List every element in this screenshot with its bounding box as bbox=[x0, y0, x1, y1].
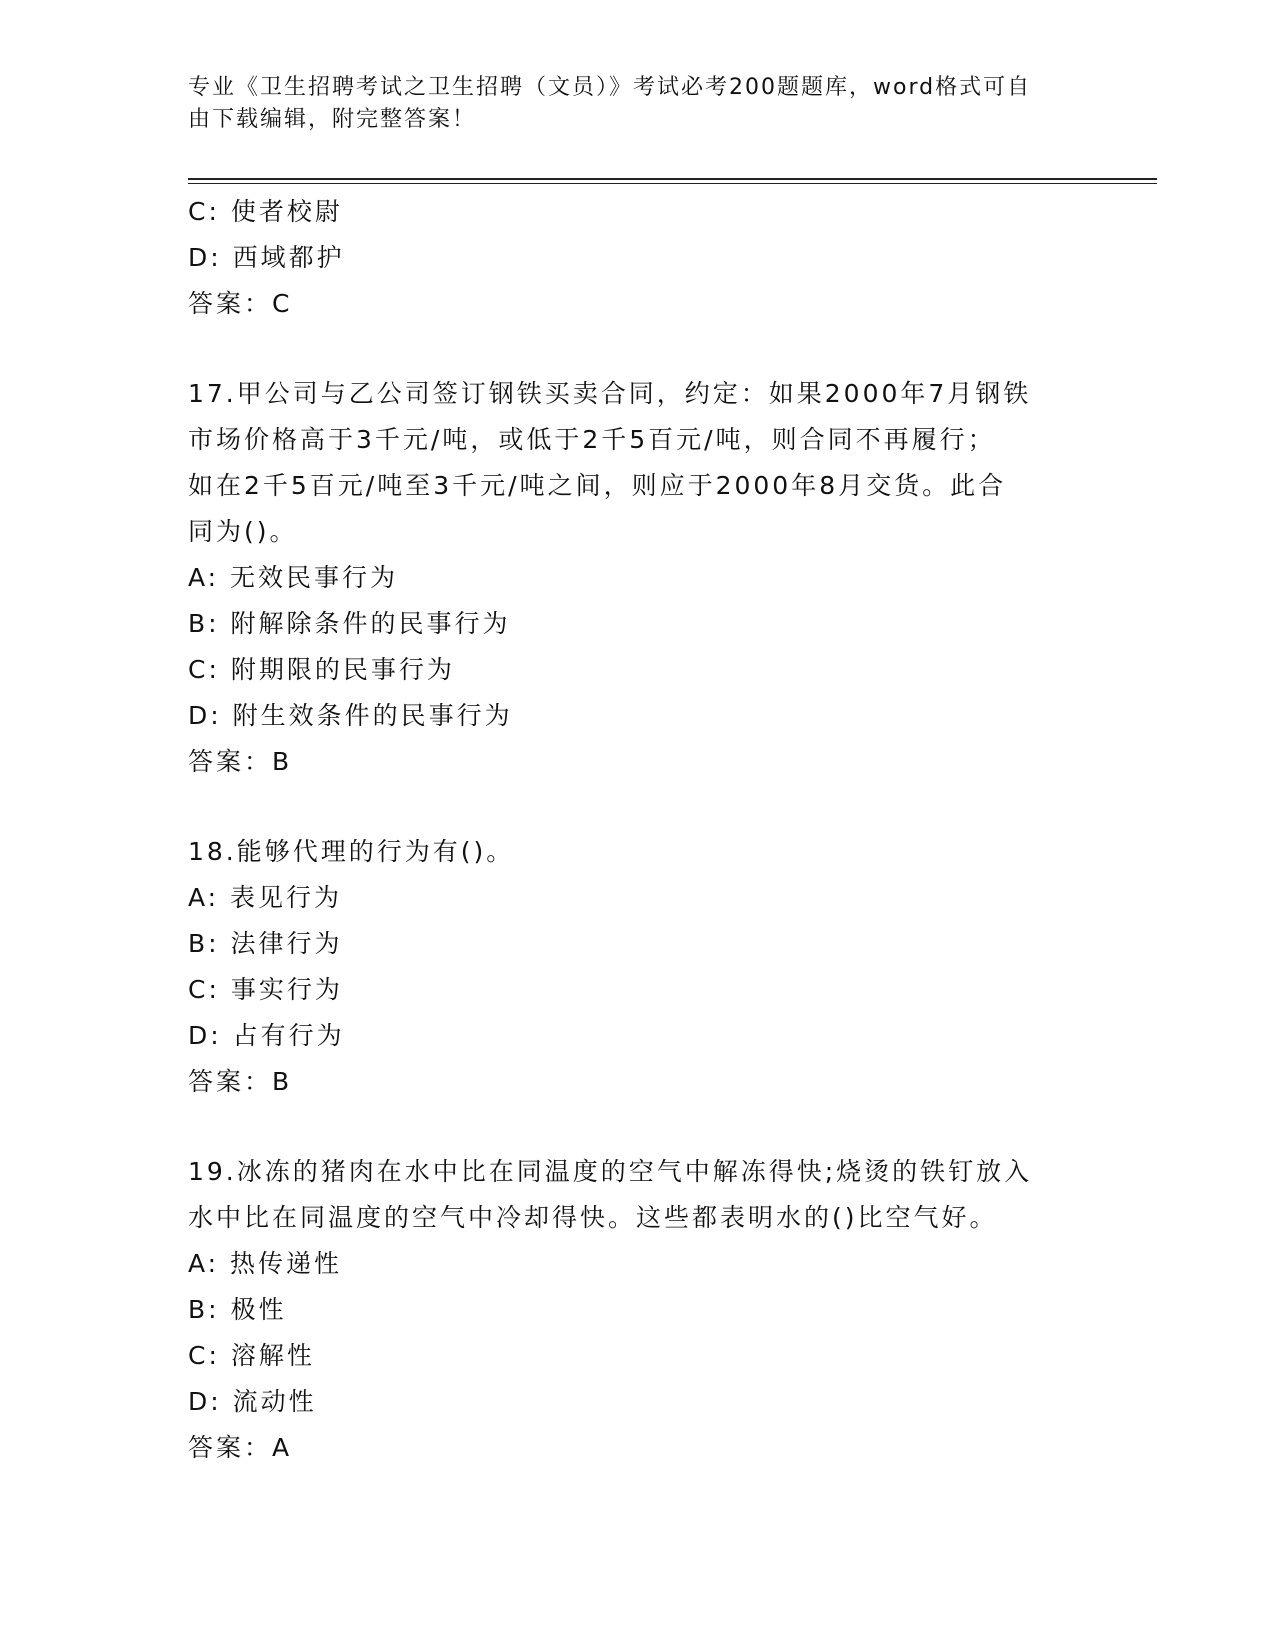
question-stem-line: 如在2千5百元/吨至3千元/吨之间，则应于2000年8月交货。此合 bbox=[188, 471, 1007, 500]
question-list bbox=[188, 189, 1088, 1471]
header-title-line-1: 专业《卫生招聘考试之卫生招聘（文员）》考试必考200题题库，word格式可自 bbox=[188, 75, 1032, 100]
option-c: C: 溶解性 bbox=[188, 1341, 315, 1370]
question-stem-line: 水中比在同温度的空气中冷却得快。这些都表明水的()比空气好。 bbox=[188, 1203, 998, 1232]
document-header bbox=[188, 72, 1068, 136]
question-stem-line: 19.冰冻的猪肉在水中比在同温度的空气中解冻得快;烧烫的铁钉放入 bbox=[188, 1157, 1033, 1186]
option-c: C: 使者校尉 bbox=[188, 197, 343, 226]
option-b: B: 极性 bbox=[188, 1295, 287, 1324]
header-divider-thin bbox=[188, 183, 1157, 184]
header-divider-thick bbox=[188, 178, 1157, 180]
option-d: D: 西域都护 bbox=[188, 243, 345, 272]
option-a: A: 表见行为 bbox=[188, 883, 343, 912]
option-d: D: 流动性 bbox=[188, 1387, 317, 1416]
option-a: A: 热传递性 bbox=[188, 1249, 343, 1278]
question-stem-line: 同为()。 bbox=[188, 517, 298, 546]
option-b: B: 法律行为 bbox=[188, 929, 343, 958]
question-stem-line: 市场价格高于3千元/吨，或低于2千5百元/吨，则合同不再履行； bbox=[188, 425, 996, 454]
previous-question-tail bbox=[188, 189, 1088, 327]
option-c: C: 附期限的民事行为 bbox=[188, 655, 455, 684]
answer-line: 答案：B bbox=[188, 1067, 293, 1096]
option-d: D: 附生效条件的民事行为 bbox=[188, 701, 513, 730]
answer-line: 答案：A bbox=[188, 1433, 293, 1462]
question-17 bbox=[188, 371, 1088, 785]
option-a: A: 无效民事行为 bbox=[188, 563, 399, 592]
option-c: C: 事实行为 bbox=[188, 975, 343, 1004]
option-b: B: 附解除条件的民事行为 bbox=[188, 609, 511, 638]
option-d: D: 占有行为 bbox=[188, 1021, 345, 1050]
question-18 bbox=[188, 829, 1088, 1105]
answer-line: 答案：B bbox=[188, 747, 293, 776]
question-stem-line: 18.能够代理的行为有()。 bbox=[188, 837, 515, 866]
answer-line: 答案：C bbox=[188, 289, 293, 318]
question-stem-line: 17.甲公司与乙公司签订钢铁买卖合同，约定：如果2000年7月钢铁 bbox=[188, 379, 1032, 408]
question-19 bbox=[188, 1149, 1088, 1471]
header-title-line-2: 由下载编辑，附完整答案！ bbox=[188, 107, 477, 132]
